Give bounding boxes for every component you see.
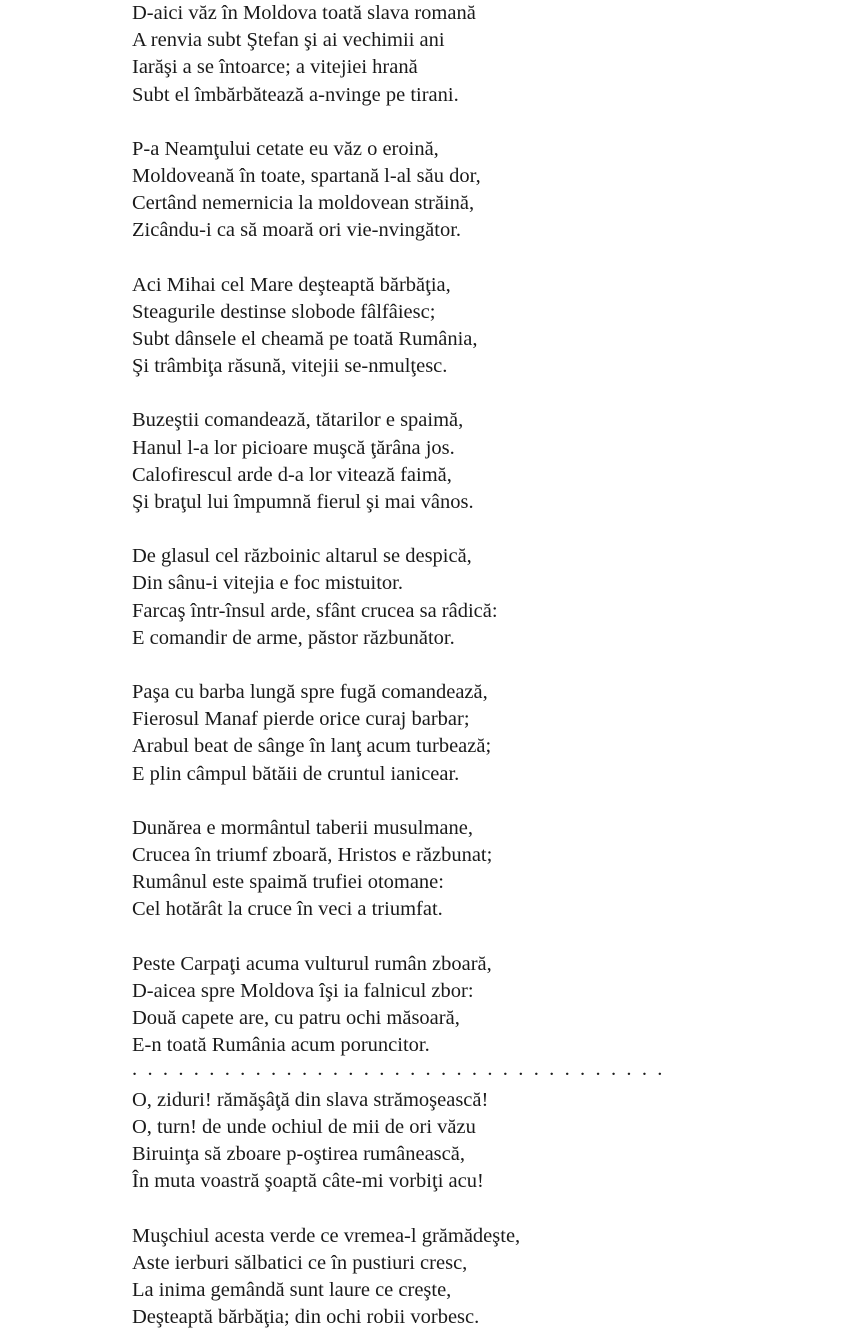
verse-line: Şi trâmbiţa răsună, vitejii se-nmulţesc. <box>132 355 448 378</box>
verse-line: D-aicea spre Moldova îşi ia falnicul zbor: <box>132 979 474 1002</box>
verse-line: Moldoveană în toate, spartană l-al său dor, <box>132 165 481 188</box>
verse-line: Peste Carpaţi acuma vulturul rumân zboară, <box>132 952 492 975</box>
verse-line: Farcaş într-însul arde, sfânt crucea sa râdică: <box>132 599 498 622</box>
verse-line: Biruinţa să zboare p-oştirea rumânească, <box>132 1143 465 1166</box>
verse-line: Paşa cu barba lungă spre fugă comandează, <box>132 681 488 704</box>
verse-line: E plin câmpul bătăii de cruntul ianicear. <box>132 762 460 785</box>
verse-line: Steagurile destinse slobode fâlfâiesc; <box>132 300 436 323</box>
verse-line: Din sânu-i vitejia e foc mistuitor. <box>132 572 404 595</box>
verse-line: Calofirescul arde d-a lor vitează faimă, <box>132 463 452 486</box>
stanza-2 <box>132 136 832 245</box>
verse-line: A renvia subt Ştefan şi ai vechimii ani <box>132 29 445 52</box>
verse-line: O, turn! de unde ochiul de mii de ori văzu <box>132 1115 476 1138</box>
ellipsis-separator: . . . . . . . . . . . . . . . . . . . . . . . . . . . . . . . . . . . <box>132 1057 666 1080</box>
stanza-10 <box>132 1223 832 1332</box>
verse-line: Şi braţul lui împumnă fierul şi mai vânos. <box>132 491 474 514</box>
verse-line: Iarăşi a se întoarce; a vitejiei hrană <box>132 56 418 79</box>
verse-line: Cel hotărât la cruce în veci a triumfat. <box>132 898 443 921</box>
verse-line: Subt el îmbărbătează a-nvinge pe tirani. <box>132 83 459 106</box>
stanza-6 <box>132 679 832 788</box>
verse-line: Certând nemernicia la moldovean străină, <box>132 192 475 215</box>
verse-line: O, ziduri! rămăşâţă din slava strămoşească! <box>132 1088 489 1111</box>
poem-page <box>132 0 832 1331</box>
stanza-8 <box>132 951 832 1060</box>
verse-line: Fierosul Manaf pierde orice curaj barbar; <box>132 708 470 731</box>
verse-line: D-aici văz în Moldova toată slava romană <box>132 2 476 24</box>
verse-line: Hanul l-a lor picioare muşcă ţărâna jos. <box>132 436 455 459</box>
verse-line: Deşteaptă bărbăţia; din ochi robii vorbesc. <box>132 1306 480 1329</box>
verse-line: Aci Mihai cel Mare deşteaptă bărbăţia, <box>132 273 451 296</box>
stanza-5 <box>132 543 832 652</box>
verse-line: Două capete are, cu patru ochi măsoară, <box>132 1007 460 1030</box>
verse-line: Dunărea e mormântul taberii musulmane, <box>132 816 473 839</box>
stanza-3 <box>132 272 832 381</box>
verse-line: În muta voastră şoaptă câte-mi vorbiţi acu! <box>132 1170 484 1193</box>
verse-line: La inima gemândă sunt laure ce creşte, <box>132 1278 452 1301</box>
stanza-1 <box>132 0 832 109</box>
verse-line: E-n toată Rumânia acum poruncitor. <box>132 1034 430 1057</box>
verse-line: Subt dânsele el cheamă pe toată Rumânia, <box>132 328 478 351</box>
verse-line: P-a Neamţului cetate eu văz o eroină, <box>132 137 439 160</box>
verse-line: E comandir de arme, păstor răzbunător. <box>132 626 455 649</box>
verse-line: Arabul beat de sânge în lanţ acum turbează; <box>132 735 492 758</box>
verse-line: Muşchiul acesta verde ce vremea-l grămădeşte, <box>132 1224 521 1247</box>
verse-line: Crucea în triumf zboară, Hristos e răzbunat; <box>132 844 493 867</box>
verse-line: Buzeştii comandează, tătarilor e spaimă, <box>132 409 464 432</box>
verse-line: Aste ierburi sălbatici ce în pustiuri cresc, <box>132 1251 468 1274</box>
verse-line: De glasul cel războinic altarul se despică, <box>132 545 472 568</box>
verse-line: Rumânul este spaimă trufiei otomane: <box>132 871 444 894</box>
stanza-4 <box>132 407 832 516</box>
verse-line: Zicându-i ca să moară ori vie-nvingător. <box>132 219 462 242</box>
stanza-7 <box>132 815 832 924</box>
stanza-9 <box>132 1087 832 1196</box>
